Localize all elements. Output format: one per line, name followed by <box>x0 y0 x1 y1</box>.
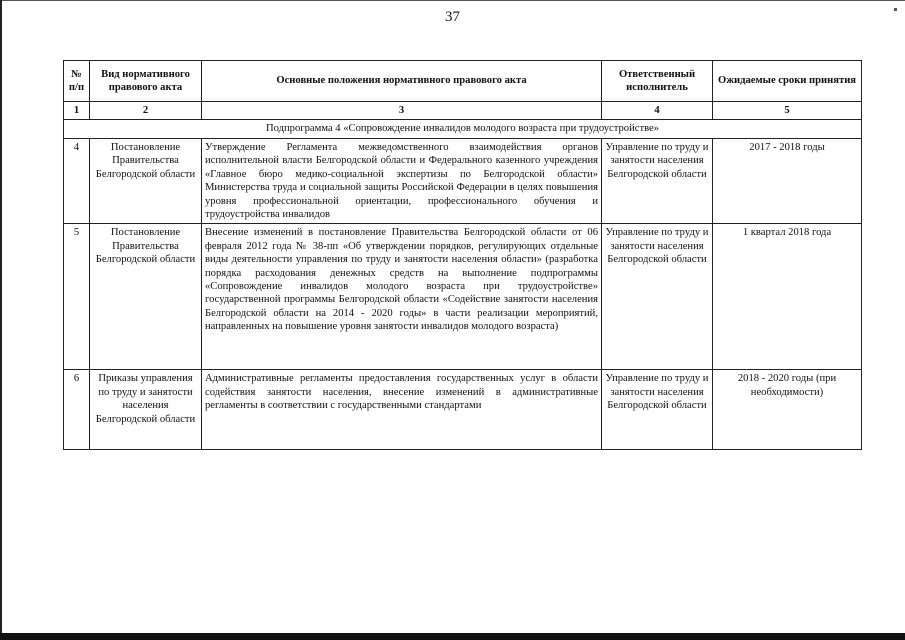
header-executor: Ответственный исполнитель <box>602 61 713 102</box>
executor: Управление по труду и занятости населения Белгородской области <box>602 370 713 450</box>
column-index: 3 <box>202 102 602 120</box>
subprogram-row <box>64 120 862 139</box>
scan-left-edge <box>0 0 2 640</box>
legal-acts-table <box>63 60 862 450</box>
act-type: Приказы управления по труду и занятости населения Белгородской области <box>90 370 202 450</box>
column-index: 2 <box>90 102 202 120</box>
page-number: 37 <box>445 9 460 25</box>
table-row <box>64 139 862 224</box>
deadline: 2017 - 2018 годы <box>713 139 862 224</box>
header-num: № п/п <box>64 61 90 102</box>
executor: Управление по труду и занятости населения Белгородской области <box>602 224 713 370</box>
header-deadline: Ожидаемые сроки принятия <box>713 61 862 102</box>
row-number: 5 <box>64 224 90 370</box>
column-index: 4 <box>602 102 713 120</box>
deadline: 1 квартал 2018 года <box>713 224 862 370</box>
scan-bottom-edge <box>0 633 905 640</box>
column-index-row <box>64 102 862 120</box>
header-act-provisions: Основные положения нормативного правового акта <box>202 61 602 102</box>
act-provisions: Утверждение Регламента межведомственного взаимодействия органов исполнительной власти Белгородской области и Федерального казенного учреждения «Главное бюро медико-социальной экспертизы по Белгородской области» Министерства труда и социальной защиты Российской Федерации в целях повышения уровня профессиональной ориентации, профессионального обучения и трудоустройства инвалидов <box>202 139 602 224</box>
row-number: 6 <box>64 370 90 450</box>
scan-top-edge <box>0 0 905 1</box>
header-act-type: Вид нормативного правового акта <box>90 61 202 102</box>
act-type: Постановление Правительства Белгородской области <box>90 224 202 370</box>
table-row <box>64 370 862 450</box>
table-row <box>64 224 862 370</box>
act-provisions: Внесение изменений в постановление Правительства Белгородской области от 06 февраля 2012 года № 38-пп «Об утверждении порядков, регулирующих отдельные виды деятельности управления по труду и занятости населения области» (разработка порядка расходования денежных средств на выполнение подпрограммы «Сопровождение инвалидов молодого возраста при трудоустройстве» государственной программы Белгородской области «Содействие занятости населения Белгородской области на 2014 - 2020 годы» в части реализации мероприятий, направленных на повышение уровня занятости инвалидов молодого возраста) <box>202 224 602 370</box>
deadline: 2018 - 2020 годы (при необходимости) <box>713 370 862 450</box>
act-type: Постановление Правительства Белгородской области <box>90 139 202 224</box>
row-number: 4 <box>64 139 90 224</box>
subprogram-title: Подпрограмма 4 «Сопровождение инвалидов молодого возраста при трудоустройстве» <box>64 120 862 139</box>
executor: Управление по труду и занятости населения Белгородской области <box>602 139 713 224</box>
act-provisions: Административные регламенты предоставления государственных услуг в области содействия занятости населения, внесение изменений в административные регламенты в соответствии с государственными стандартами <box>202 370 602 450</box>
table-header-row <box>64 61 862 102</box>
column-index: 5 <box>713 102 862 120</box>
column-index: 1 <box>64 102 90 120</box>
